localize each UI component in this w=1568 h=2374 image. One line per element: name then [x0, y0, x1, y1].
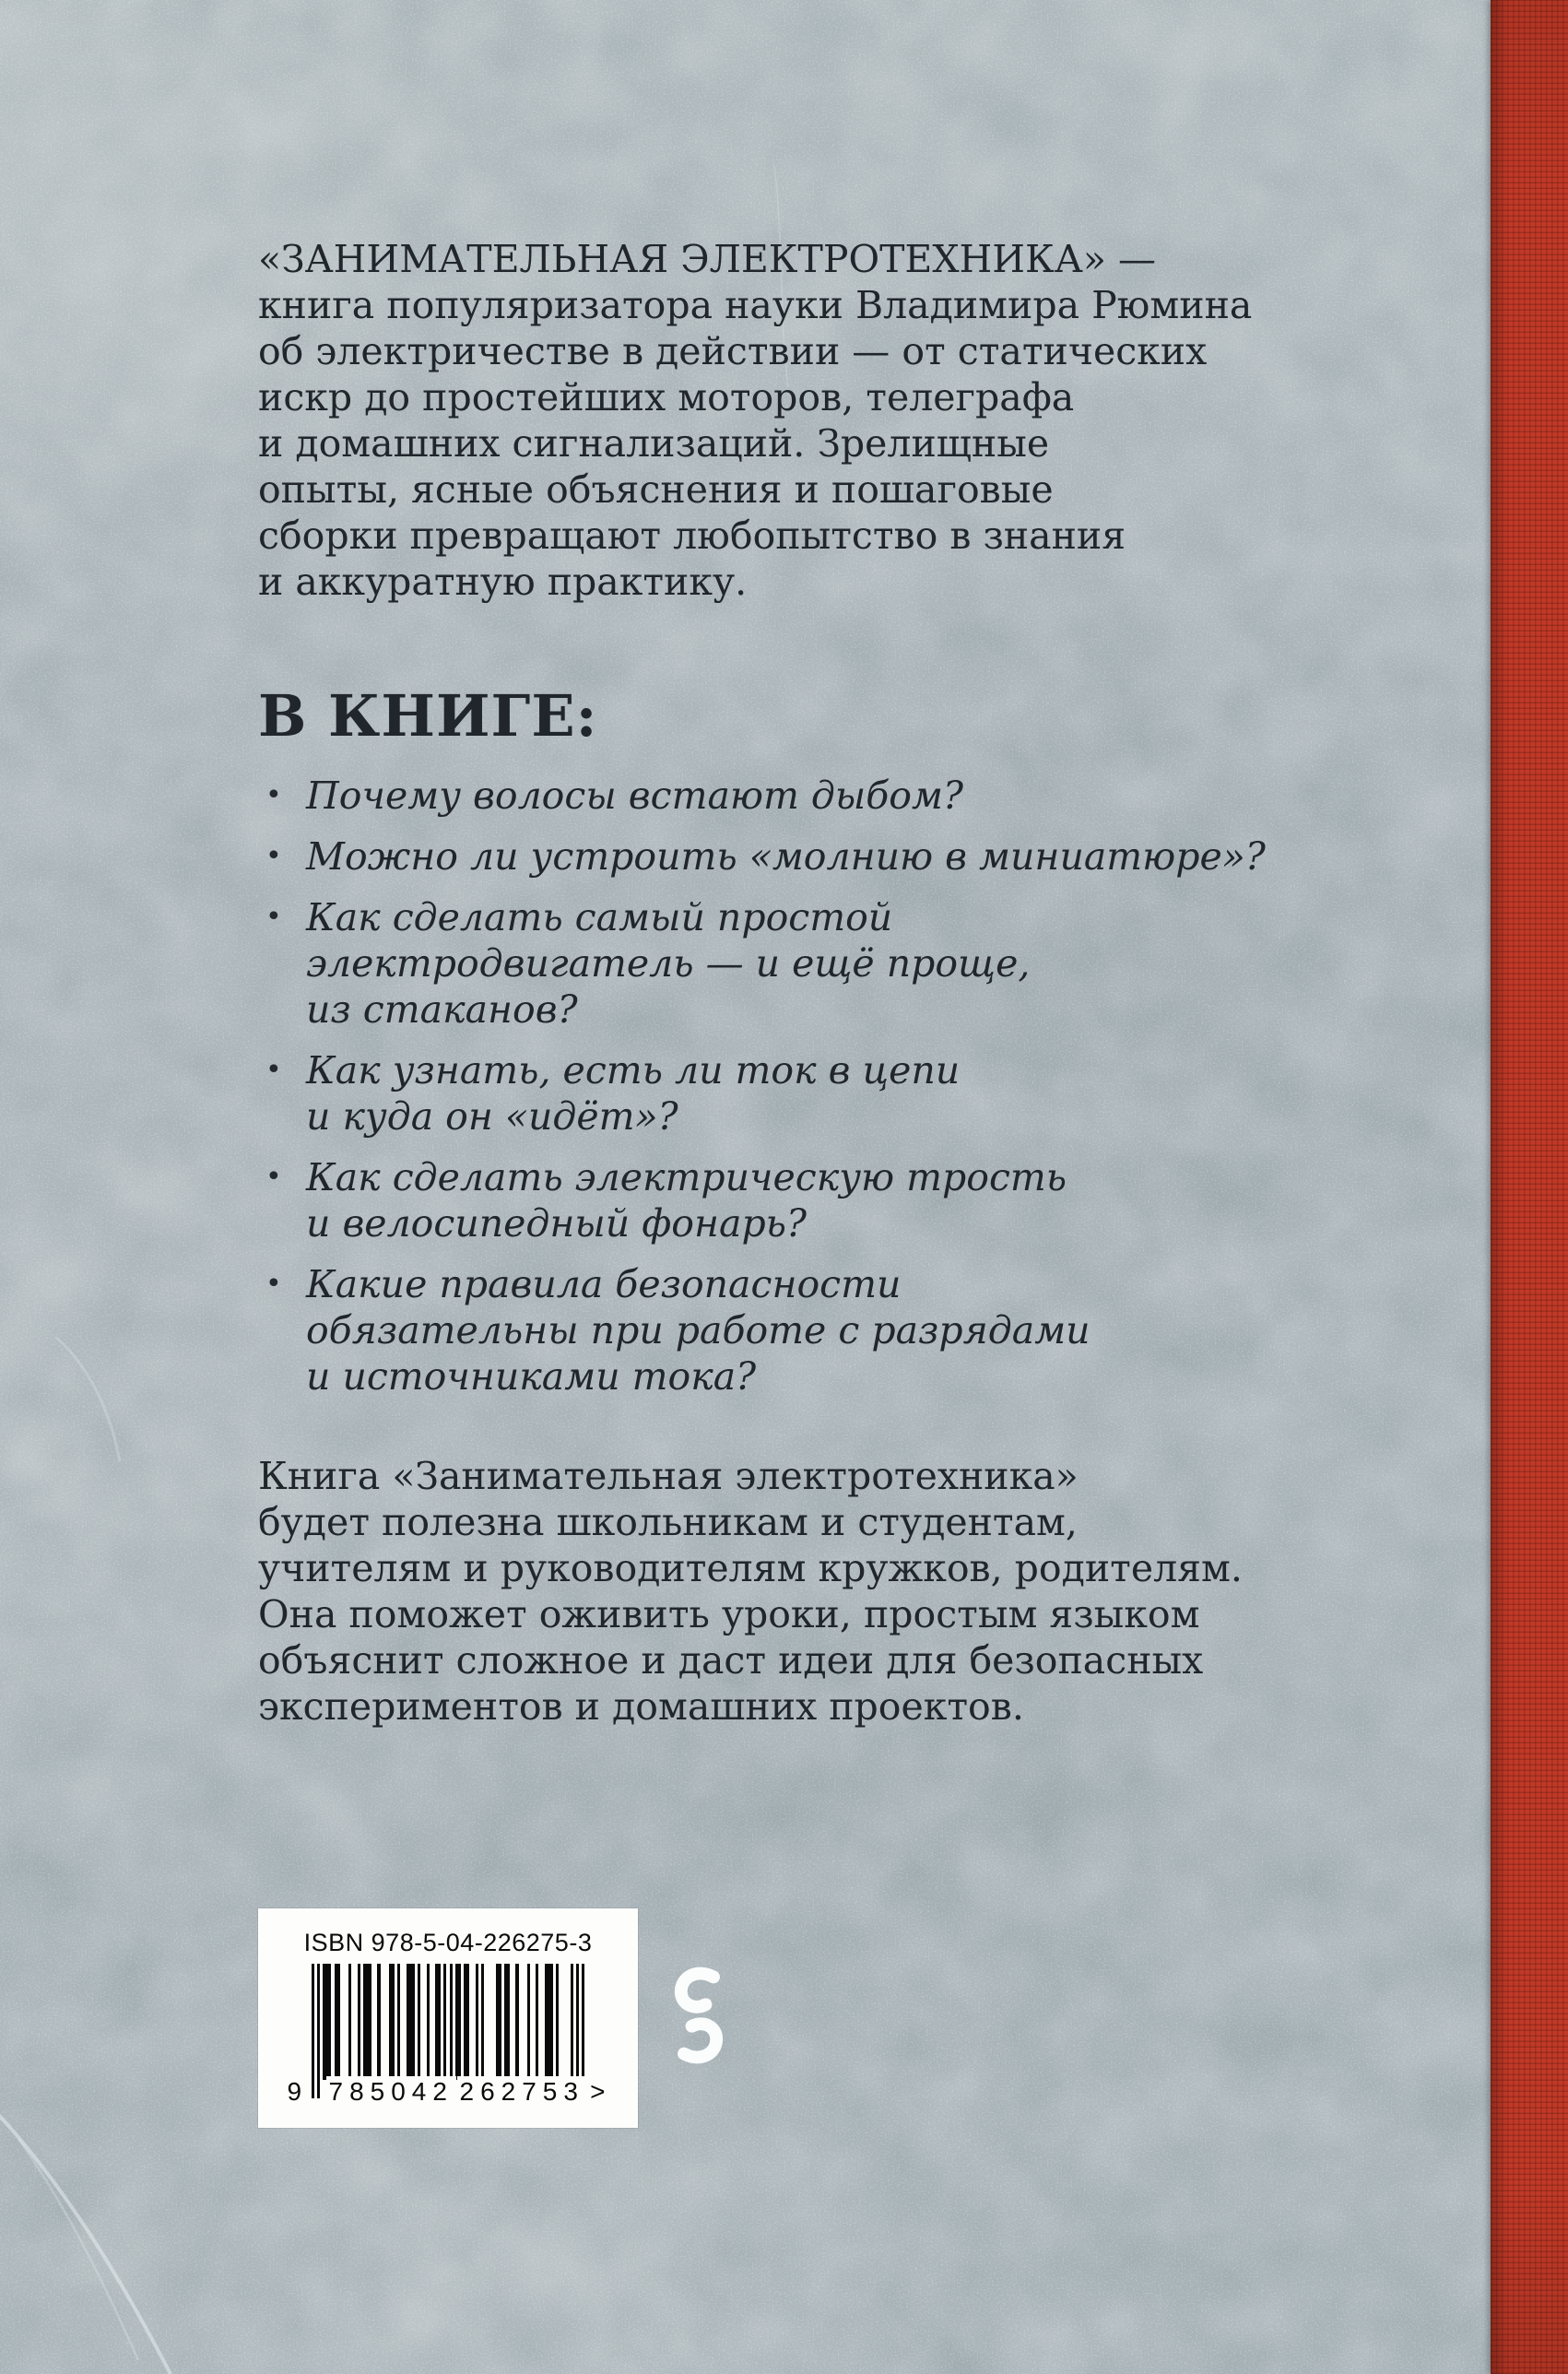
text-line: сборки превращают любопытство в знания: [258, 514, 1126, 558]
text-line: Книга «Занимательная электротехника»: [258, 1454, 1079, 1498]
text-line: и источниками тока?: [306, 1354, 757, 1399]
text-line: Как сделать самый простой: [306, 895, 893, 939]
bullet-item: [265, 1154, 1266, 1246]
text-line: и велосипедный фонарь?: [306, 1201, 807, 1246]
bullet-item: [265, 773, 1266, 819]
text-line: будет полезна школьникам и студентам,: [258, 1500, 1078, 1544]
bullet-dot-icon: •: [265, 1161, 282, 1193]
bullet-list: [265, 773, 1266, 1400]
bullet-text: [306, 833, 1266, 880]
barcode-digit-lead: 9: [287, 2077, 302, 2106]
text-line: и домашних сигнализаций. Зрелищные: [258, 421, 1050, 466]
bullet-item: [265, 894, 1266, 1033]
section-heading: В КНИГЕ:: [258, 682, 598, 750]
isbn-label: ISBN 978-5-04-226275-3: [303, 1929, 593, 1956]
bullet-item: [265, 833, 1266, 880]
bullet-text: [306, 1047, 960, 1140]
barcode-tail-mark: >: [590, 2077, 606, 2106]
bullet-dot-icon: •: [265, 901, 282, 933]
text-line: Почему волосы встают дыбом?: [306, 774, 963, 818]
barcode-digit-group-1: 785042: [326, 2076, 456, 2108]
text-line: опыты, ясные объяснения и пошаговые: [258, 467, 1054, 512]
text-line: Как сделать электрическую трость: [306, 1155, 1067, 1199]
text-line: экспериментов и домашних проектов.: [258, 1684, 1024, 1729]
bullet-dot-icon: •: [265, 1054, 282, 1086]
text-line: об электричестве в действии — от статических: [258, 329, 1208, 373]
intro-paragraph: [258, 236, 1252, 605]
bullet-text: [306, 1154, 1067, 1246]
text-line: Можно ли устроить «молнию в миниатюре»?: [306, 834, 1266, 879]
publisher-logo-eksmo-icon: [669, 1966, 728, 2065]
text-line: и куда он «идёт»?: [306, 1094, 678, 1139]
text-line: «ЗАНИМАТЕЛЬНАЯ ЭЛЕКТРОТЕХНИКА» —: [258, 237, 1156, 281]
barcode-digits: [287, 2076, 606, 2108]
bullet-dot-icon: •: [265, 779, 282, 811]
text-line: электродвигатель — и ещё проще,: [306, 941, 1031, 986]
bullet-item: [265, 1047, 1266, 1140]
text-line: книга популяризатора науки Владимира Рюмина: [258, 283, 1253, 327]
isbn-sticker: [258, 1908, 638, 2128]
text-line: и аккуратную практику.: [258, 560, 748, 604]
bullet-dot-icon: •: [265, 840, 282, 872]
bullet-dot-icon: •: [265, 1268, 282, 1300]
text-line: объяснит сложное и даст идеи для безопасных: [258, 1638, 1204, 1683]
text-line: Какие правила безопасности: [306, 1262, 902, 1306]
spine-red-strip: [1491, 0, 1568, 2374]
text-line: учителям и руководителям кружков, родителям.: [258, 1546, 1243, 1590]
bullet-item: [265, 1261, 1266, 1400]
barcode-digit-group-2: 262753: [457, 2076, 587, 2108]
bullet-text: [306, 773, 963, 819]
text-line: Она поможет оживить уроки, простым языком: [258, 1592, 1200, 1636]
bullet-text: [306, 1261, 1091, 1400]
text-line: обязательны при работе с разрядами: [306, 1308, 1091, 1352]
text-line: искр до простейших моторов, телеграфа: [258, 375, 1075, 419]
text-line: Как узнать, есть ли ток в цепи: [306, 1048, 961, 1093]
bullet-text: [306, 894, 1030, 1033]
text-line: из стаканов?: [306, 987, 578, 1032]
outro-paragraph: [258, 1453, 1243, 1730]
